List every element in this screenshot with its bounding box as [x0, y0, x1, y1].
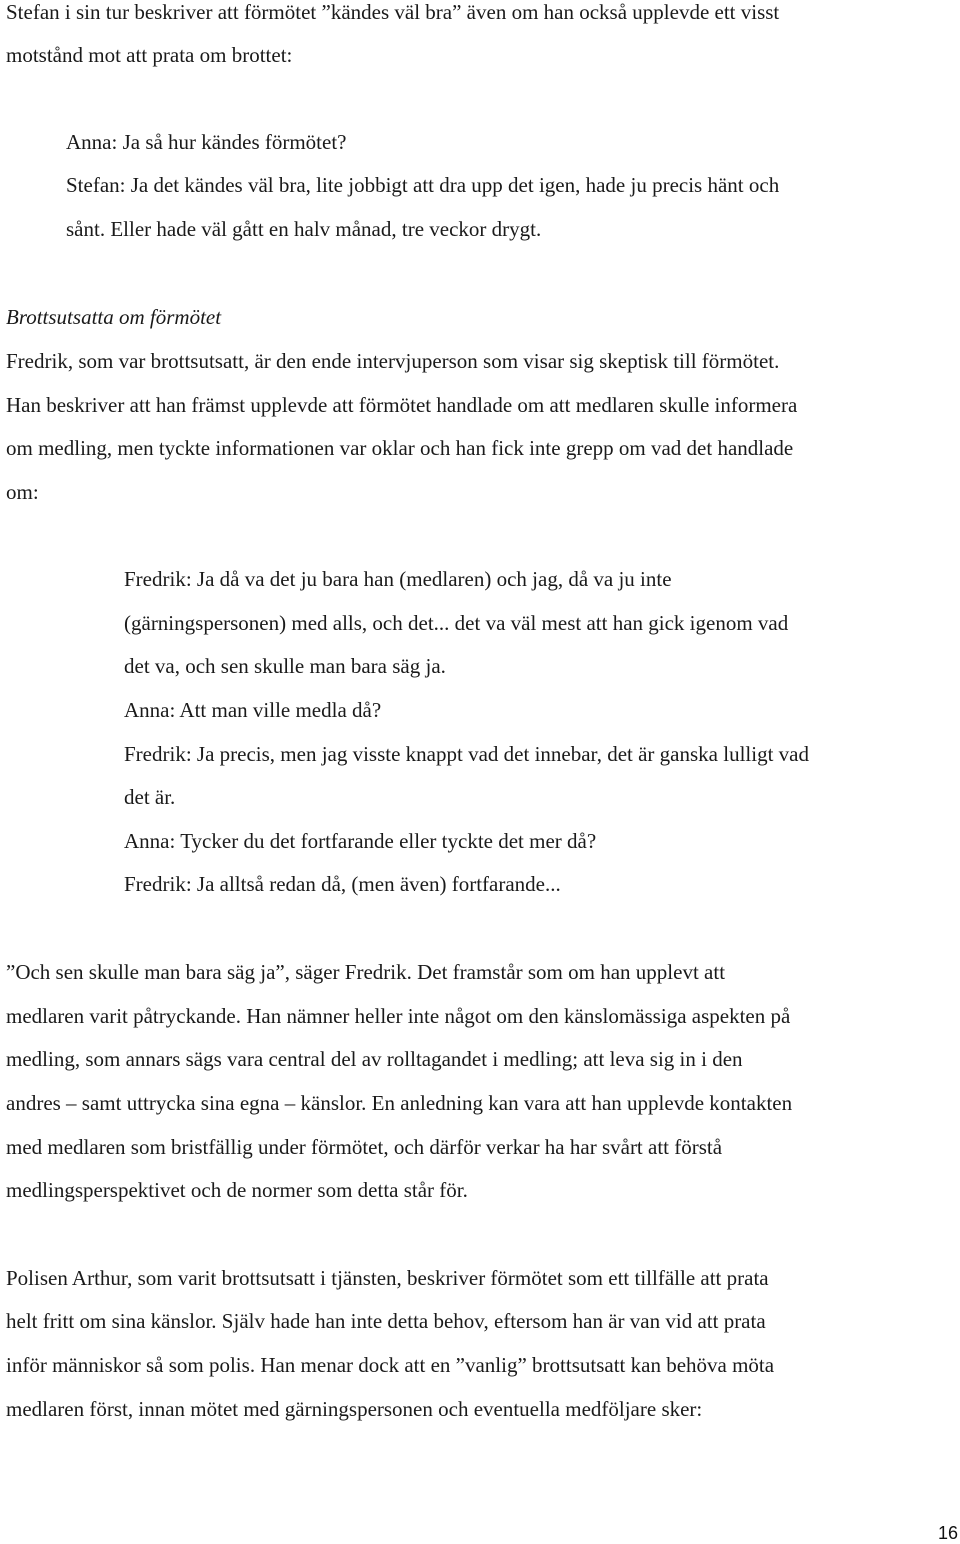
quote-fredrik-line-4: Anna: Att man ville medla då? — [124, 698, 382, 722]
para-fredrik-line-2: Han beskriver att han främst upplevde att förmötet handlade om att medlaren skulle informera — [6, 393, 798, 417]
para-analysis-line-6: medlingsperspektivet och de normer som detta står för. — [6, 1178, 468, 1202]
quote-fredrik-line-2: (gärningspersonen) med alls, och det... det va väl mest att han gick igenom vad — [124, 611, 789, 635]
quote-fredrik-line-8: Fredrik: Ja alltså redan då, (men även) fortfarande... — [124, 872, 561, 896]
para-analysis-line-4: andres – samt uttrycka sina egna – känslor. En anledning kan vara att han upplevde kontakten — [6, 1091, 793, 1115]
para-fredrik-line-1: Fredrik, som var brottsutsatt, är den ende intervjuperson som visar sig skeptisk till förmötet. — [6, 349, 780, 373]
para-arthur-line-1: Polisen Arthur, som varit brottsutsatt i tjänsten, beskriver förmötet som ett tillfälle att prata — [6, 1266, 769, 1290]
quote-fredrik-line-3: det va, och sen skulle man bara säg ja. — [124, 654, 446, 678]
para-arthur-line-2: helt fritt om sina känslor. Själv hade han inte detta behov, eftersom han är van vid att prata — [6, 1309, 766, 1333]
intro-line-1: Stefan i sin tur beskriver att förmötet ”kändes väl bra” även om han också upplevde ett visst — [6, 0, 780, 24]
para-fredrik-line-4: om: — [6, 480, 39, 504]
para-analysis-line-1: ”Och sen skulle man bara säg ja”, säger Fredrik. Det framstår som om han upplevt att — [6, 960, 726, 984]
para-arthur-line-3: inför människor så som polis. Han menar dock att en ”vanlig” brottsutsatt kan behöva möta — [6, 1353, 775, 1377]
quote-fredrik-line-7: Anna: Tycker du det fortfarande eller tyckte det mer då? — [124, 829, 597, 853]
para-arthur-line-4: medlaren först, innan mötet med gärningspersonen och eventuella medföljare sker: — [6, 1397, 703, 1421]
para-analysis-line-2: medlaren varit påtryckande. Han nämner heller inte något om den känslomässiga aspekten på — [6, 1004, 791, 1028]
section-heading: Brottsutsatta om förmötet — [6, 305, 222, 329]
para-analysis-line-5: med medlaren som bristfällig under förmötet, och därför verkar ha har svårt att förstå — [6, 1135, 723, 1159]
page-number: 16 — [937, 1523, 958, 1543]
quote-stefan-line-3: sånt. Eller hade väl gått en halv månad, tre veckor drygt. — [66, 217, 542, 241]
quote-fredrik-line-1: Fredrik: Ja då va det ju bara han (medlaren) och jag, då va ju inte — [124, 567, 672, 591]
quote-fredrik-line-6: det är. — [124, 785, 176, 809]
intro-line-2: motstånd mot att prata om brottet: — [6, 43, 293, 67]
quote-stefan-line-1: Anna: Ja så hur kändes förmötet? — [66, 130, 347, 154]
para-fredrik-line-3: om medling, men tyckte informationen var oklar och han fick inte grepp om vad det handlade — [6, 436, 794, 460]
quote-fredrik-line-5: Fredrik: Ja precis, men jag visste knappt vad det innebar, det är ganska lulligt vad — [124, 742, 809, 766]
quote-stefan-line-2: Stefan: Ja det kändes väl bra, lite jobbigt att dra upp det igen, hade ju precis hänt och — [66, 173, 780, 197]
para-analysis-line-3: medling, som annars sägs vara central del av rolltagandet i medling; att leva sig in i den — [6, 1047, 743, 1071]
